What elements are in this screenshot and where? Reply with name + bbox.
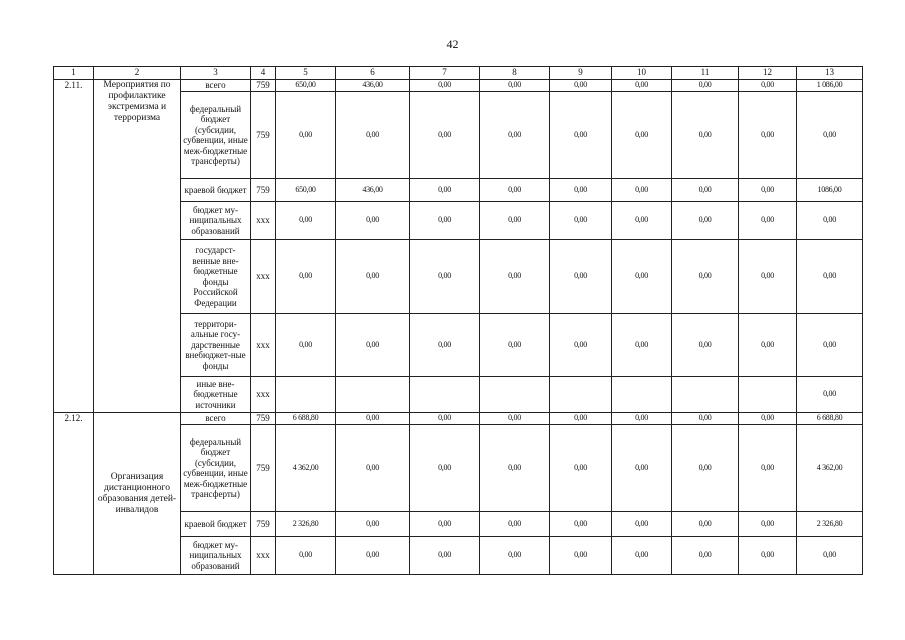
value-cell: 1 086,00	[797, 80, 863, 92]
value-cell: 0,00	[336, 537, 410, 575]
value-cell: 0,00	[336, 413, 410, 425]
value-cell	[550, 377, 612, 413]
column-header: 5	[276, 67, 336, 80]
value-cell: 0,00	[480, 537, 550, 575]
value-cell: 0,00	[739, 537, 797, 575]
value-cell: 0,00	[612, 314, 672, 377]
value-cell: 4 362,00	[276, 425, 336, 512]
section-code: 2.12.	[54, 413, 94, 575]
value-cell: 4 362,00	[797, 425, 863, 512]
value-cell: 0,00	[672, 512, 739, 537]
budget-table	[53, 66, 863, 575]
kbk-code: 759	[251, 92, 276, 179]
value-cell: 0,00	[480, 240, 550, 314]
value-cell: 0,00	[410, 537, 480, 575]
value-cell: 0,00	[336, 314, 410, 377]
value-cell: 0,00	[739, 92, 797, 179]
value-cell: 0,00	[480, 202, 550, 240]
kbk-code: ххх	[251, 202, 276, 240]
column-header: 9	[550, 67, 612, 80]
value-cell: 0,00	[480, 413, 550, 425]
value-cell: 0,00	[410, 80, 480, 92]
table-row	[54, 80, 863, 92]
value-cell	[276, 377, 336, 413]
value-cell: 0,00	[612, 512, 672, 537]
value-cell	[612, 377, 672, 413]
value-cell	[480, 377, 550, 413]
value-cell: 0,00	[336, 202, 410, 240]
value-cell: 0,00	[480, 179, 550, 202]
value-cell: 0,00	[480, 425, 550, 512]
value-cell: 0,00	[672, 92, 739, 179]
value-cell: 0,00	[672, 80, 739, 92]
value-cell: 0,00	[410, 179, 480, 202]
value-cell: 0,00	[612, 179, 672, 202]
column-header: 10	[612, 67, 672, 80]
value-cell: 0,00	[336, 240, 410, 314]
section-code: 2.11.	[54, 80, 94, 413]
funding-source: федеральный бюджет (субсидии, субвенции, иные меж-бюджетные трансферты)	[181, 92, 251, 179]
funding-source: федеральный бюджет (субсидии, субвенции, иные меж-бюджетные трансферты)	[181, 425, 251, 512]
kbk-code: ххх	[251, 240, 276, 314]
value-cell: 0,00	[797, 377, 863, 413]
funding-source: краевой бюджет	[181, 179, 251, 202]
value-cell	[672, 377, 739, 413]
funding-source: территори-альные госу-дарственные внебюджет-ные фонды	[181, 314, 251, 377]
value-cell	[336, 377, 410, 413]
value-cell: 0,00	[410, 314, 480, 377]
kbk-code: 759	[251, 425, 276, 512]
value-cell: 0,00	[739, 80, 797, 92]
kbk-code: ххх	[251, 377, 276, 413]
value-cell: 0,00	[336, 425, 410, 512]
column-header: 13	[797, 67, 863, 80]
value-cell: 0,00	[739, 240, 797, 314]
value-cell: 0,00	[612, 92, 672, 179]
value-cell: 0,00	[410, 413, 480, 425]
value-cell: 436,00	[336, 80, 410, 92]
funding-source: иные вне-бюджетные источники	[181, 377, 251, 413]
funding-source: всего	[181, 80, 251, 92]
value-cell: 0,00	[276, 92, 336, 179]
value-cell: 0,00	[410, 425, 480, 512]
value-cell: 0,00	[672, 537, 739, 575]
value-cell: 0,00	[612, 240, 672, 314]
value-cell: 0,00	[612, 537, 672, 575]
value-cell: 0,00	[797, 240, 863, 314]
value-cell: 0,00	[550, 537, 612, 575]
value-cell: 0,00	[672, 314, 739, 377]
value-cell: 0,00	[612, 425, 672, 512]
value-cell: 650,00	[276, 80, 336, 92]
value-cell: 0,00	[797, 537, 863, 575]
value-cell: 2 326,80	[276, 512, 336, 537]
value-cell: 0,00	[672, 179, 739, 202]
value-cell	[739, 377, 797, 413]
value-cell: 0,00	[480, 512, 550, 537]
column-header: 8	[480, 67, 550, 80]
value-cell: 0,00	[797, 314, 863, 377]
section-name: Организация дистанционного образования детей-инвалидов	[94, 413, 181, 575]
column-header: 4	[251, 67, 276, 80]
value-cell: 0,00	[336, 92, 410, 179]
value-cell: 0,00	[550, 413, 612, 425]
funding-source: бюджет му-ниципальных образований	[181, 537, 251, 575]
funding-source: бюджет му-ниципальных образований	[181, 202, 251, 240]
column-header: 12	[739, 67, 797, 80]
kbk-code: 759	[251, 413, 276, 425]
value-cell: 0,00	[276, 202, 336, 240]
value-cell: 0,00	[739, 179, 797, 202]
funding-source: краевой бюджет	[181, 512, 251, 537]
value-cell: 6 688,80	[797, 413, 863, 425]
value-cell: 0,00	[550, 179, 612, 202]
kbk-code: 759	[251, 512, 276, 537]
value-cell: 0,00	[612, 80, 672, 92]
value-cell: 0,00	[550, 512, 612, 537]
funding-source: всего	[181, 413, 251, 425]
value-cell: 0,00	[336, 512, 410, 537]
kbk-code: 759	[251, 80, 276, 92]
value-cell: 0,00	[739, 512, 797, 537]
value-cell: 0,00	[550, 92, 612, 179]
value-cell: 0,00	[672, 413, 739, 425]
value-cell: 0,00	[276, 537, 336, 575]
value-cell: 0,00	[612, 413, 672, 425]
value-cell: 0,00	[672, 240, 739, 314]
value-cell	[410, 377, 480, 413]
value-cell: 0,00	[276, 240, 336, 314]
value-cell: 0,00	[550, 425, 612, 512]
kbk-code: 759	[251, 179, 276, 202]
value-cell: 0,00	[797, 92, 863, 179]
value-cell: 0,00	[739, 413, 797, 425]
value-cell: 1086,00	[797, 179, 863, 202]
value-cell: 0,00	[550, 314, 612, 377]
value-cell: 0,00	[739, 425, 797, 512]
value-cell: 6 688,80	[276, 413, 336, 425]
section-name: Мероприятия по профилактике экстремизма и терроризма	[94, 80, 181, 413]
value-cell: 0,00	[550, 80, 612, 92]
value-cell: 0,00	[550, 202, 612, 240]
value-cell: 0,00	[480, 80, 550, 92]
value-cell: 0,00	[410, 92, 480, 179]
value-cell: 436,00	[336, 179, 410, 202]
value-cell: 0,00	[550, 240, 612, 314]
value-cell: 0,00	[276, 314, 336, 377]
table-row	[54, 413, 863, 425]
column-header: 2	[94, 67, 181, 80]
value-cell: 0,00	[410, 512, 480, 537]
kbk-code: ххх	[251, 314, 276, 377]
value-cell: 0,00	[672, 425, 739, 512]
value-cell: 0,00	[739, 202, 797, 240]
value-cell: 0,00	[739, 314, 797, 377]
value-cell: 0,00	[797, 202, 863, 240]
column-header: 3	[181, 67, 251, 80]
value-cell: 0,00	[410, 202, 480, 240]
funding-source: государст-венные вне-бюджетные фонды Российской Федерации	[181, 240, 251, 314]
value-cell: 0,00	[612, 202, 672, 240]
value-cell: 0,00	[480, 314, 550, 377]
value-cell: 650,00	[276, 179, 336, 202]
value-cell: 0,00	[480, 92, 550, 179]
page-number: 42	[446, 37, 459, 51]
column-header: 7	[410, 67, 480, 80]
value-cell: 2 326,80	[797, 512, 863, 537]
value-cell: 0,00	[410, 240, 480, 314]
header-row	[54, 67, 863, 80]
column-header: 6	[336, 67, 410, 80]
value-cell: 0,00	[672, 202, 739, 240]
column-header: 1	[54, 67, 94, 80]
kbk-code: ххх	[251, 537, 276, 575]
column-header: 11	[672, 67, 739, 80]
